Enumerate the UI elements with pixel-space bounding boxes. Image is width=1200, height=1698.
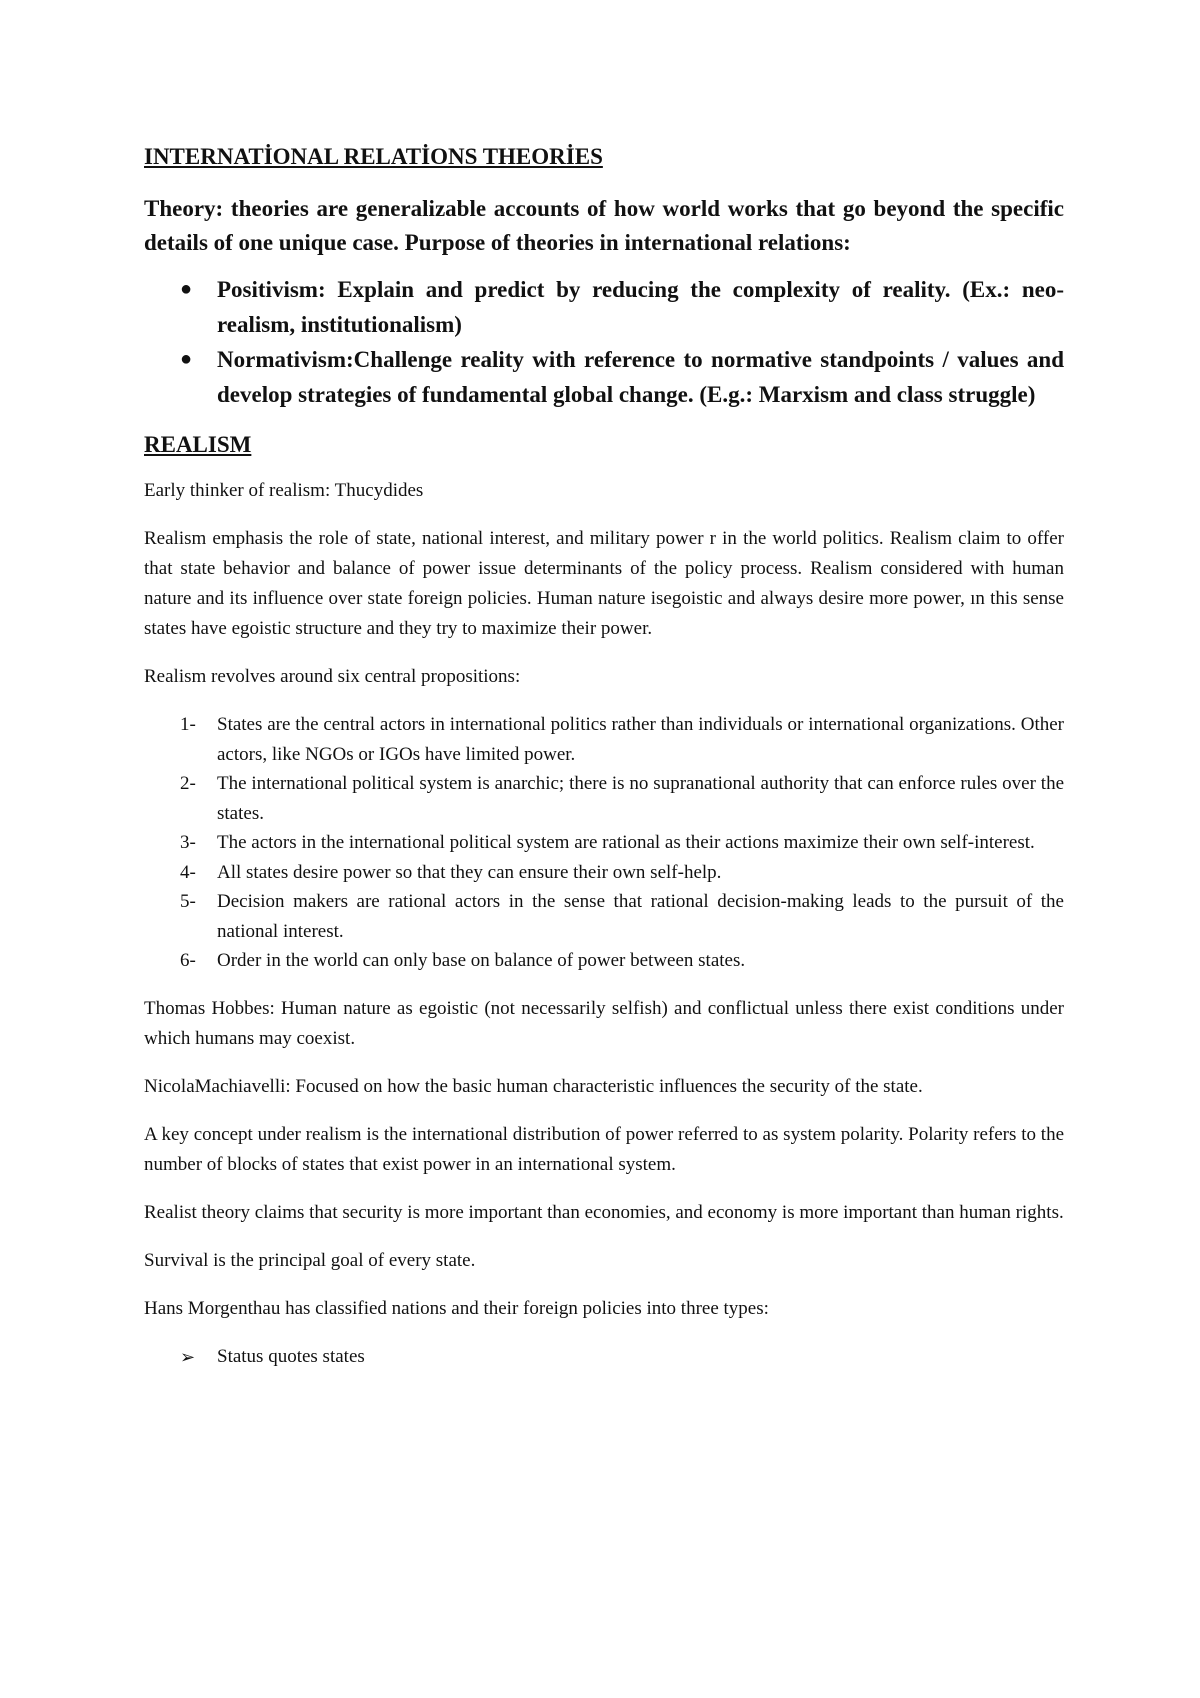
security-paragraph: Realist theory claims that security is more important than economies, and economy is more important than human rights.	[144, 1201, 1064, 1223]
document-body	[144, 142, 1064, 1372]
section-heading-realism: REALISM	[144, 432, 252, 457]
polarity-paragraph: A key concept under realism is the international distribution of power referred to as system polarity. Polarity refers to the number of blocks of states that exist power in an international system.	[144, 1123, 1064, 1175]
purpose-text: Normativism:Challenge reality with reference to normative standpoints / values and develop strategies of fundamental global change. (E.g.: Marxism and class struggle)	[217, 347, 1064, 407]
proposition-item	[144, 946, 1064, 976]
proposition-item	[144, 710, 1064, 769]
proposition-number: 4-	[180, 861, 196, 883]
proposition-number: 2-	[180, 773, 196, 794]
early-thinker-paragraph: Early thinker of realism: Thucydides	[144, 480, 424, 501]
proposition-text: States are the central actors in international politics rather than individuals or international organizations. Other actors, like NGOs or IGOs have limited power.	[217, 714, 1064, 765]
purpose-list	[144, 272, 1064, 412]
hobbes-paragraph: Thomas Hobbes: Human nature as egoistic (not necessarily selfish) and conflictual unless there exist conditions under which humans may coexist.	[144, 997, 1064, 1049]
proposition-text: Order in the world can only base on balance of power between states.	[217, 950, 746, 971]
propositions-intro: Realism revolves around six central propositions:	[144, 666, 521, 687]
purpose-item-positivism	[144, 272, 1064, 342]
survival-paragraph: Survival is the principal goal of every state.	[144, 1249, 476, 1271]
proposition-text: The actors in the international political system are rational as their actions maximize their own self-interest.	[217, 832, 1035, 853]
state-type-item	[144, 1342, 1064, 1372]
proposition-number: 5-	[180, 891, 196, 912]
propositions-list	[144, 710, 1064, 976]
bullet-icon: ●	[180, 278, 193, 300]
purpose-text: Positivism: Explain and predict by reducing the complexity of reality. (Ex.: neo-realism, institutionalism)	[217, 277, 1064, 337]
machiavelli-paragraph: NicolaMachiavelli: Focused on how the basic human characteristic influences the security of the state.	[144, 1075, 923, 1097]
theory-definition: Theory: theories are generalizable accounts of how world works that go beyond the specific details of one unique case. Purpose of theories in international relations:	[144, 196, 1064, 255]
purpose-item-normativism	[144, 342, 1064, 412]
proposition-number: 6-	[180, 950, 196, 971]
state-type-text: Status quotes states	[217, 1345, 365, 1367]
proposition-text: All states desire power so that they can ensure their own self-help.	[217, 861, 722, 883]
proposition-item	[144, 828, 1064, 858]
bullet-icon: ●	[180, 348, 193, 370]
proposition-item	[144, 858, 1064, 888]
realism-emphasis-paragraph: Realism emphasis the role of state, national interest, and military power r in the world politics. Realism claim to offer that state behavior and balance of power issue determinants of the policy process. Realism considered with human nature and its influence over state foreign policies. Human nature isegoistic and always desire more power, ın this sense states have egoistic structure and they try to maximize their power.	[144, 528, 1064, 639]
state-types-list	[144, 1342, 1064, 1372]
document-title: INTERNATİONAL RELATİONS THEORİES	[144, 144, 603, 169]
proposition-item	[144, 769, 1064, 828]
proposition-text: Decision makers are rational actors in the sense that rational decision-making leads to the pursuit of the national interest.	[217, 891, 1064, 942]
proposition-text: The international political system is anarchic; there is no supranational authority that can enforce rules over the states.	[217, 773, 1064, 824]
proposition-item	[144, 887, 1064, 946]
proposition-number: 3-	[180, 832, 196, 853]
arrow-bullet-icon: ➢	[180, 1346, 196, 1367]
morgenthau-paragraph: Hans Morgenthau has classified nations and their foreign policies into three types:	[144, 1297, 769, 1319]
proposition-number: 1-	[180, 714, 196, 735]
